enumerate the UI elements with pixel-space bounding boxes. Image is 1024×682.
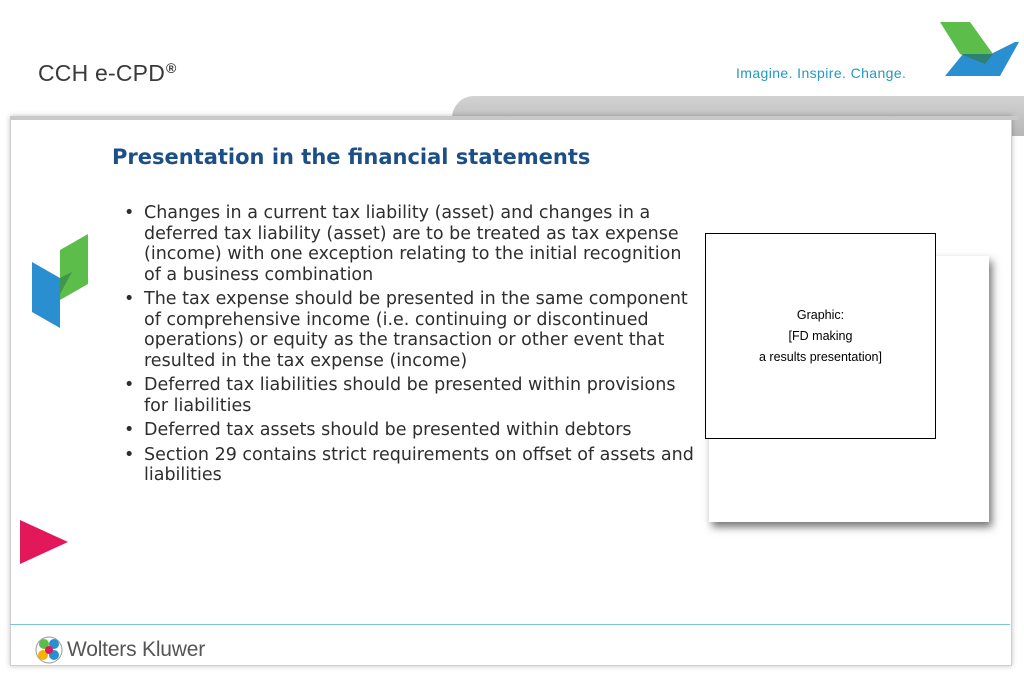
bullet-item: • Changes in a current tax liability (asset) and changes in a deferred tax liability (asset) are to be treated as tax expense (income) with one exception relating to the initial recognition of a business combination bbox=[124, 203, 694, 285]
graphic-caption-line: [FD making bbox=[788, 328, 853, 343]
chevron-decoration-icon bbox=[28, 232, 94, 332]
bullet-list bbox=[124, 203, 694, 490]
globe-icon bbox=[35, 636, 63, 664]
company-name: Wolters Kluwer bbox=[67, 638, 206, 661]
bullet-item: • Deferred tax assets should be presented within debtors bbox=[124, 420, 694, 441]
graphic-placeholder bbox=[705, 233, 936, 439]
pink-arrow-icon bbox=[20, 520, 70, 564]
brand-name: CCH e-CPD bbox=[38, 60, 166, 86]
bullet-item: • The tax expense should be presented in the same component of comprehensive income (i.e. continuing or discontinued operations) or equity as the transaction or other event that resulted in the tax expense (income) bbox=[124, 289, 694, 371]
footer-divider bbox=[10, 624, 1010, 625]
registered-mark: ® bbox=[166, 60, 177, 76]
bullet-item: • Section 29 contains strict requirements on offset of assets and liabilities bbox=[124, 445, 694, 486]
bullet-item: • Deferred tax liabilities should be presented within provisions for liabilities bbox=[124, 375, 694, 416]
graphic-caption-line: a results presentation] bbox=[759, 349, 882, 364]
panel-top-border bbox=[10, 116, 1018, 120]
brand-title bbox=[38, 60, 177, 87]
slide-title: Presentation in the financial statements bbox=[112, 145, 591, 169]
graphic-label: Graphic: bbox=[796, 307, 845, 322]
brand-logo-icon bbox=[935, 14, 1020, 84]
wolters-kluwer-logo bbox=[35, 636, 205, 664]
tagline: Imagine. Inspire. Change. bbox=[736, 65, 907, 81]
